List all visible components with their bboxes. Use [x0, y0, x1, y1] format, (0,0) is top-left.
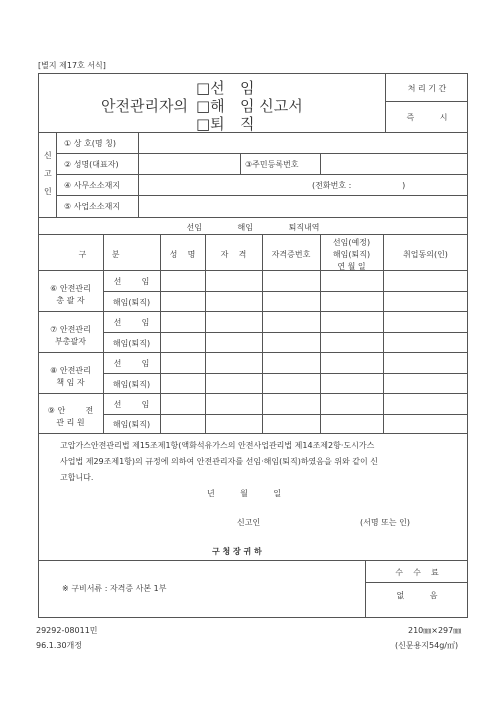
attachments-note: ※ 구비서류 : 자격증 사본 1부: [62, 584, 167, 593]
column-license-number: 자격증번호: [271, 250, 311, 259]
reporter-label-3: 인: [44, 187, 52, 196]
row-label-responsible-manager-1: ⑧ 안전관리: [50, 366, 91, 375]
footer-paper-type: (신문용지54g/㎡): [395, 641, 459, 650]
resident-number-label: ③주민등록번호: [245, 160, 299, 169]
company-name-field[interactable]: [140, 134, 466, 151]
representative-name-label: ② 성명(대표자): [64, 160, 119, 169]
declaration-line-1: 고압가스안전관리법 제15조제1항(액화석유가스의 안전사업관리법 제14조제2항·도시가스: [60, 441, 375, 450]
office-address-field[interactable]: [140, 176, 308, 193]
fee-value: 없 음: [396, 591, 438, 600]
title-option-appoint: □선: [196, 79, 225, 97]
row-appoint-label: 선 임: [113, 277, 150, 286]
row-label-general-manager-2: 총 괄 자: [56, 296, 85, 305]
row-dismiss-label: 해임(퇴직): [112, 420, 151, 429]
footer-revision-date: 96.1.30개정: [36, 641, 82, 650]
form-code: [별지 제17호 서식]: [38, 61, 106, 70]
workplace-address-label: ⑤ 사업소소재지: [64, 202, 121, 211]
row-appoint-label: 선 임: [113, 359, 150, 368]
history-header: 선임 해임 퇴직내역: [186, 223, 320, 232]
title-prefix: 안전관리자의: [101, 97, 188, 115]
row-label-safety-officer-2: 관 리 원: [56, 418, 85, 427]
row-appoint-label: 선 임: [113, 318, 150, 327]
row-dismiss-label: 해임(퇴직): [112, 298, 151, 307]
footer-form-number: 29292-08011민: [36, 626, 98, 635]
row-dismiss-label: 해임(퇴직): [112, 339, 151, 348]
title-option-retire-suffix: 직: [240, 115, 255, 133]
row-label-deputy-manager-1: ⑦ 안전관리: [50, 325, 91, 334]
column-consent: 취업동의(인): [403, 250, 448, 259]
processing-period-label: 처 리 기 간: [407, 84, 447, 93]
declaration-line-3: 고합니다.: [60, 473, 94, 482]
row-dismiss-label: 해임(퇴직): [112, 380, 151, 389]
date-line: 년 월 일: [207, 489, 282, 498]
row-label-responsible-manager-2: 책 임 자: [56, 378, 85, 387]
row-appoint-label: 선 임: [113, 400, 150, 409]
title-option-appoint-suffix: 임: [240, 79, 255, 97]
row-label-safety-officer-1: ⑨ 안 전: [47, 406, 94, 415]
processing-period-value: 즉 시: [406, 113, 448, 122]
title-option-retire: □퇴: [196, 115, 225, 133]
signature-note: (서명 또는 인): [360, 518, 410, 527]
column-date-line2: 해임(퇴직): [332, 250, 371, 259]
row-label-deputy-manager-2: 부총괄자: [55, 337, 86, 346]
column-category: 구 분: [78, 250, 120, 259]
column-date-line1: 선임(예정): [332, 238, 371, 247]
column-qualification: 자 격: [220, 250, 247, 259]
title-option-dismiss-suffix: 임 신고서: [240, 97, 303, 115]
reporter-label-1: 신: [44, 151, 52, 160]
reporter-label-2: 고: [44, 169, 52, 178]
title-option-dismiss: □해: [196, 97, 225, 115]
column-date-line3: 연 월 일: [337, 262, 366, 271]
representative-name-field[interactable]: [140, 155, 238, 172]
workplace-address-field[interactable]: [140, 197, 466, 215]
row-label-general-manager-1: ⑥ 안전관리: [50, 284, 91, 293]
resident-number-field[interactable]: [322, 155, 466, 172]
column-name: 성 명: [169, 250, 196, 259]
signer-label: 신고인: [237, 518, 261, 527]
phone-number-label: (전화번호 : ): [312, 181, 406, 190]
recipient: 구 청 장 귀 하: [212, 547, 262, 556]
fee-label: 수 수 료: [395, 568, 439, 577]
footer-paper-size: 210㎜×297㎜: [408, 626, 462, 635]
declaration-line-2: 사업법 제29조제1항)의 규정에 의하여 안전관리자를 선임·해임(퇴직)하였음을 위와 같이 신: [60, 457, 378, 466]
office-address-label: ④ 사무소소재지: [64, 181, 121, 190]
company-name-label: ① 상 호(명 칭): [64, 139, 116, 148]
